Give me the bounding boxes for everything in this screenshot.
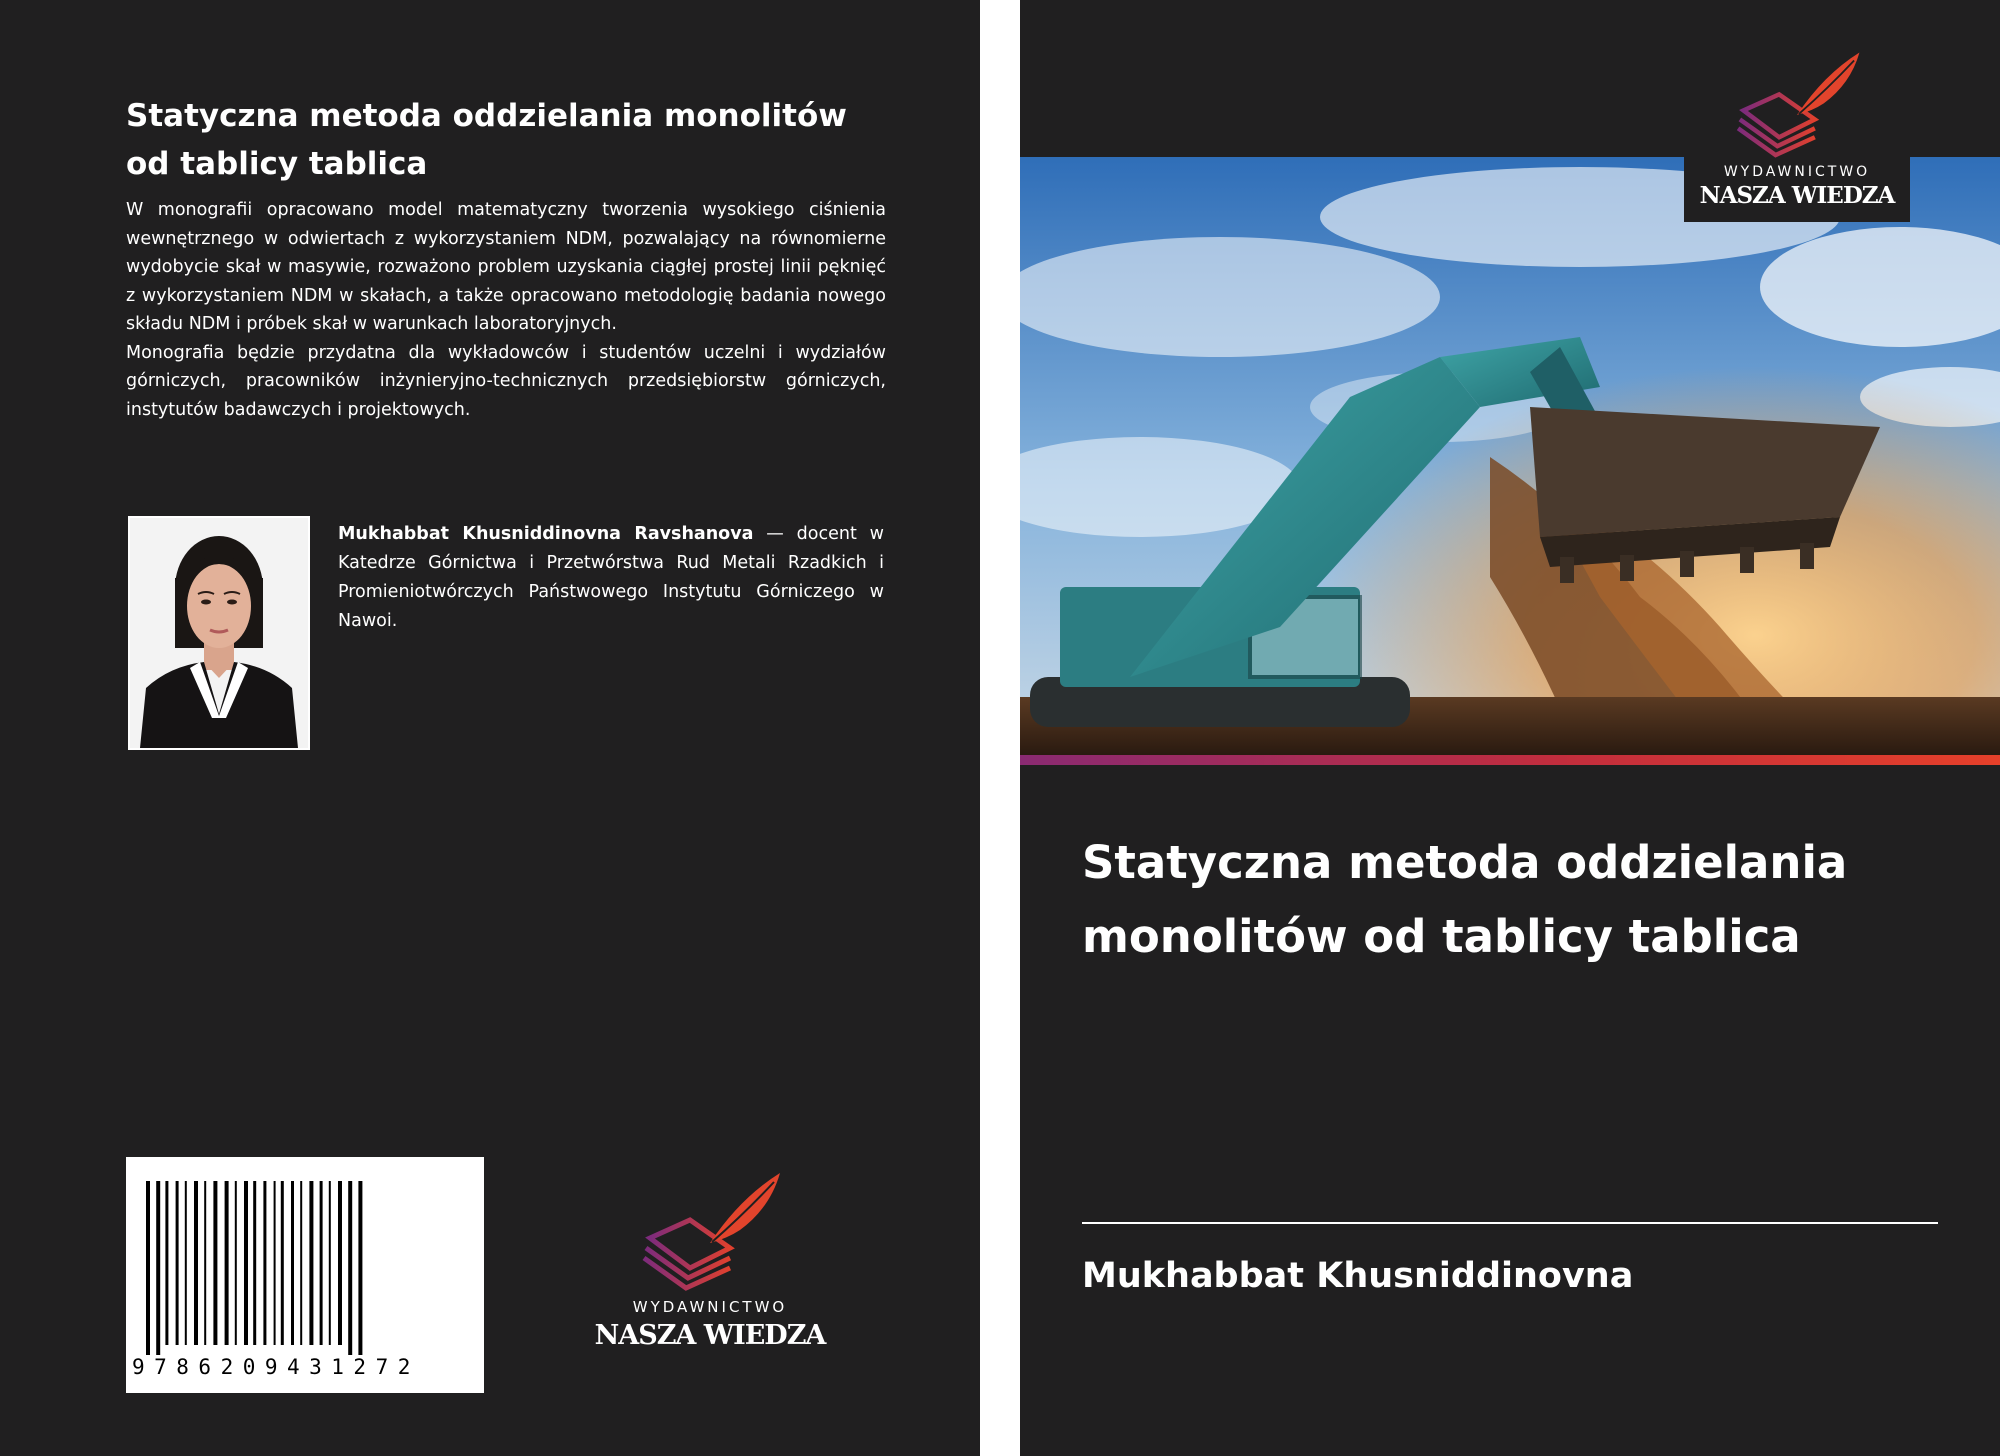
accent-line <box>1020 755 2000 765</box>
front-logo-name: NASZA WIEDZA <box>1699 182 1895 209</box>
author-photo <box>128 516 310 750</box>
author-bio-name: Mukhabbat Khusniddinovna Ravshanova <box>338 524 754 544</box>
barcode-bar <box>320 1181 323 1345</box>
barcode-bar <box>244 1181 248 1345</box>
barcode-bar <box>358 1181 362 1355</box>
author-bio <box>338 520 884 636</box>
front-logo-label: WYDAWNICTWO <box>1723 164 1871 180</box>
barcode-bar <box>253 1181 256 1345</box>
front-cover <box>1020 0 2000 1456</box>
barcode-bar <box>165 1181 168 1345</box>
barcode-bar <box>156 1181 160 1355</box>
back-cover-blurb <box>126 196 886 424</box>
back-cover <box>0 0 980 1456</box>
barcode-number: 9786209431272 <box>132 1355 420 1379</box>
spine-gap <box>980 0 1020 1456</box>
barcode-bar <box>300 1181 302 1345</box>
barcode-bar <box>204 1181 206 1345</box>
front-cover-author: Mukhabbat Khusniddinovna <box>1082 1256 1634 1296</box>
back-logo-name: NASZA WIEDZA <box>594 1320 826 1351</box>
back-logo-label: WYDAWNICTWO <box>632 1298 788 1316</box>
barcode-bar <box>329 1181 331 1345</box>
barcode-bar <box>348 1181 352 1355</box>
barcode-bar <box>274 1181 276 1345</box>
barcode-bar <box>185 1181 187 1345</box>
front-publisher-logo <box>1684 48 1910 222</box>
barcode-bar <box>235 1181 237 1345</box>
barcode-bar <box>309 1181 313 1345</box>
barcode-bar <box>338 1181 342 1345</box>
barcode-bar <box>194 1181 198 1345</box>
back-cover-title: Statyczna metoda oddzielania monolitów od tablicy tablica <box>126 98 847 182</box>
blurb-paragraph-2: Monografia będzie przydatna dla wykładowców i studentów uczelni i wydziałów górniczych, pracowników inżynieryjno-technicznych przedsiębiorstw górniczych, instytutów badawczych i projektowych. <box>126 342 886 420</box>
back-publisher-logo <box>590 1168 830 1358</box>
isbn-barcode <box>126 1157 484 1393</box>
publisher-logo-icon <box>590 1168 830 1298</box>
excavator-image <box>1020 157 2000 755</box>
barcode-bar <box>263 1181 266 1345</box>
barcode-bar <box>146 1181 150 1355</box>
blurb-paragraph-1: W monografii opracowano model matematyczny tworzenia wysokiego ciśnienia wewnętrznego w odwiertach z wykorzystaniem NDM, pozwalający na równomierne wydobycie skał w masywie, rozważono problem uzyskania ciągłej prostej linii pęknięć z wykorzystaniem NDM w skałach, a także opracowano metodologię badania nowego składu NDM i próbek skał w warunkach laboratoryjnych. <box>126 200 886 334</box>
barcode-bar <box>176 1181 179 1345</box>
author-bio-text: — docent w Katedrze Górnictwa i Przetwórstwa Rud Metali Rzadkich i Promieniotwórczych Państwowego Instytutu Górniczego w Nawoi. <box>338 524 884 631</box>
front-cover-title: Statyczna metoda oddzielania monolitów od tablicy tablica <box>1082 836 1848 963</box>
barcode-bar <box>291 1181 294 1345</box>
barcode-bar <box>213 1181 217 1345</box>
barcode-bar <box>225 1181 229 1345</box>
publisher-logo-icon <box>1684 48 1910 164</box>
front-cover-divider <box>1082 1222 1938 1224</box>
barcode-bar <box>281 1181 284 1345</box>
